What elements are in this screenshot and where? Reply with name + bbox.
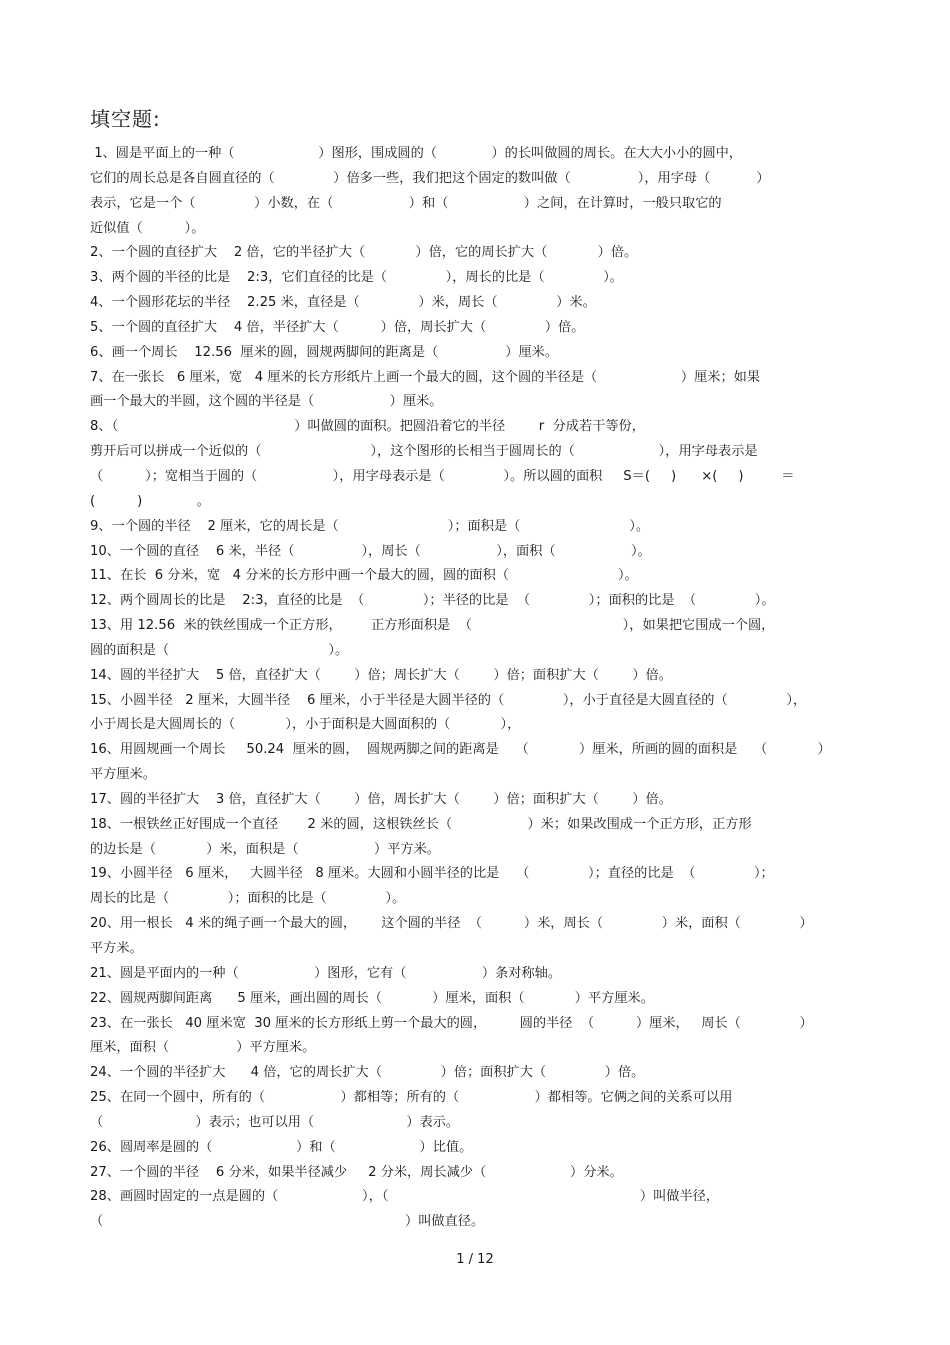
text-line: ( ) 。 bbox=[90, 493, 210, 509]
text-line: 表示，它是一个（ ）小数，在（ ）和（ ）之间，在计算时，一般只取它的 bbox=[90, 195, 722, 211]
text-line: 11、在长 6 分米，宽 4 分米的长方形中画一个最大的圆，圆的面积（ ）。 bbox=[90, 568, 638, 584]
text-line: 周长的比是（ ）；面积的比是（ ）。 bbox=[90, 891, 406, 907]
text-line: 平方厘米。 bbox=[90, 767, 156, 783]
text-line: 7、在一张长 6 厘米，宽 4 厘米的长方形纸片上画一个最大的圆，这个圆的半径是（ ）厘米；如果 bbox=[90, 369, 761, 385]
text-line: 厘米，面积（ ）平方厘米。 bbox=[90, 1040, 316, 1056]
text-line: 20、用一根长 4 米的绳子画一个最大的圆， 这个圆的半径 （ ）米，周长（ ）米，面积（ ） bbox=[90, 916, 813, 932]
text-line: （ ）表示；也可以用（ ）表示。 bbox=[90, 1114, 460, 1130]
text-line: 圆的面积是（ ）。 bbox=[90, 642, 349, 658]
text-line: 5、一个圆的直径扩大 4 倍，半径扩大（ ）倍，周长扩大（ ）倍。 bbox=[90, 319, 585, 335]
text-line: 近似值（ ）。 bbox=[90, 220, 205, 236]
text-line: 12、两个圆周长的比是 2:3，直径的比是 （ ）；半径的比是 （ ）；面积的比是 （ ）。 bbox=[90, 593, 775, 609]
text-line: 13、用 12.56 米的铁丝围成一个正方形， 正方形面积是 （ ），如果把它围成一个圆， bbox=[90, 618, 775, 634]
text-line: 28、画圆时固定的一点是圆的（ ），（ ）叫做半径， bbox=[90, 1189, 720, 1205]
text-line: 16、用圆规画一个周长 50.24 厘米的圆， 圆规两脚之间的距离是 （ ）厘米，所画的圆的面积是 （ ） bbox=[90, 742, 831, 758]
text-line: 14、圆的半径扩大 5 倍，直径扩大（ ）倍；周长扩大（ ）倍；面积扩大（ ）倍。 bbox=[90, 667, 672, 683]
text-line: 23、在一张长 40 厘米宽 30 厘米的长方形纸上剪一个最大的圆， 圆的半径 （ ）厘米， 周长（ ） bbox=[90, 1015, 813, 1031]
text-line: 它们的周长总是各自圆直径的（ ）倍多一些，我们把这个固定的数叫做（ ），用字母（ ） bbox=[90, 170, 770, 186]
text-line: 小于周长是大圆周长的（ ），小于面积是大圆面积的（ ）， bbox=[90, 717, 521, 733]
text-line: 平方米。 bbox=[90, 941, 143, 956]
text-line: 9、一个圆的半径 2 厘米，它的周长是（ ）；面积是（ ）。 bbox=[90, 518, 650, 534]
text-line: 17、圆的半径扩大 3 倍，直径扩大（ ）倍，周长扩大（ ）倍；面积扩大（ ）倍。 bbox=[90, 791, 672, 807]
text-line: 2、一个圆的直径扩大 2 倍，它的半径扩大（ ）倍，它的周长扩大（ ）倍。 bbox=[90, 245, 638, 261]
text-line: 21、圆是平面内的一种（ ）图形，它有（ ）条对称轴。 bbox=[90, 965, 562, 981]
text-line: 15、小圆半径 2 厘米，大圆半径 6 厘米，小于半径是大圆半径的（ ），小于直径是大圆直径的（ ）， bbox=[90, 692, 807, 708]
page-number: 1 / 12 bbox=[456, 1252, 494, 1267]
text-line: 6、画一个周长 12.56 厘米的圆，圆规两脚间的距离是（ ）厘米。 bbox=[90, 344, 559, 360]
text-line: （ ）叫做直径。 bbox=[90, 1214, 485, 1230]
text-line: 10、一个圆的直径 6 米，半径（ ），周长（ ），面积（ ）。 bbox=[90, 543, 651, 559]
text-line: 画一个最大的半圆，这个圆的半径是（ ）厘米。 bbox=[90, 394, 443, 410]
text-line: 的边长是（ ）米，面积是（ ）平方米。 bbox=[90, 841, 440, 857]
text-line: 19、小圆半径 6 厘米， 大圆半径 8 厘米。大圆和小圆半径的比是 （ ）；直径的比是 （ ）； bbox=[90, 866, 774, 882]
text-line: 3、两个圆的半径的比是 2:3，它们直径的比是（ ），周长的比是（ ）。 bbox=[90, 270, 623, 286]
text-line: 24、一个圆的半径扩大 4 倍，它的周长扩大（ ）倍；面积扩大（ ）倍。 bbox=[90, 1065, 645, 1081]
text-line: 25、在同一个圆中，所有的（ ）都相等；所有的（ ）都相等。它俩之间的关系可以用 bbox=[90, 1090, 733, 1106]
section-title: 填空题: bbox=[90, 107, 161, 131]
text-line: 27、一个圆的半径 6 分米，如果半径减少 2 分米，周长减少（ ）分米。 bbox=[90, 1164, 623, 1180]
text-line: 1、圆是平面上的一种（ ）图形，围成圆的（ ）的长叫做圆的周长。在大大小小的圆中， bbox=[90, 146, 743, 161]
text-line: 8、（ ）叫做圆的面积。把圆沿着它的半径 r 分成若干等份， bbox=[90, 419, 645, 435]
text-line: 26、圆周率是圆的（ ）和（ ）比值。 bbox=[90, 1139, 473, 1155]
text-line: 18、一根铁丝正好围成一个直径 2 米的圆，这根铁丝长（ ）米；如果改围成一个正方形，正方形 bbox=[90, 816, 752, 832]
question-lines bbox=[90, 142, 865, 1235]
text-line: 4、一个圆形花坛的半径 2.25 米，直径是（ ）米，周长（ ）米。 bbox=[90, 295, 596, 311]
text-line: （ ）；宽相当于圆的（ ），用字母表示是（ ）。所以圆的面积 S＝( ) ×( ) ＝ bbox=[90, 468, 795, 484]
text-line: 22、圆规两脚间距离 5 厘米，画出圆的周长（ ）厘米，面积（ ）平方厘米。 bbox=[90, 990, 654, 1006]
text-line: 剪开后可以拼成一个近似的（ ），这个图形的长相当于圆周长的（ ），用字母表示是 bbox=[90, 444, 758, 460]
